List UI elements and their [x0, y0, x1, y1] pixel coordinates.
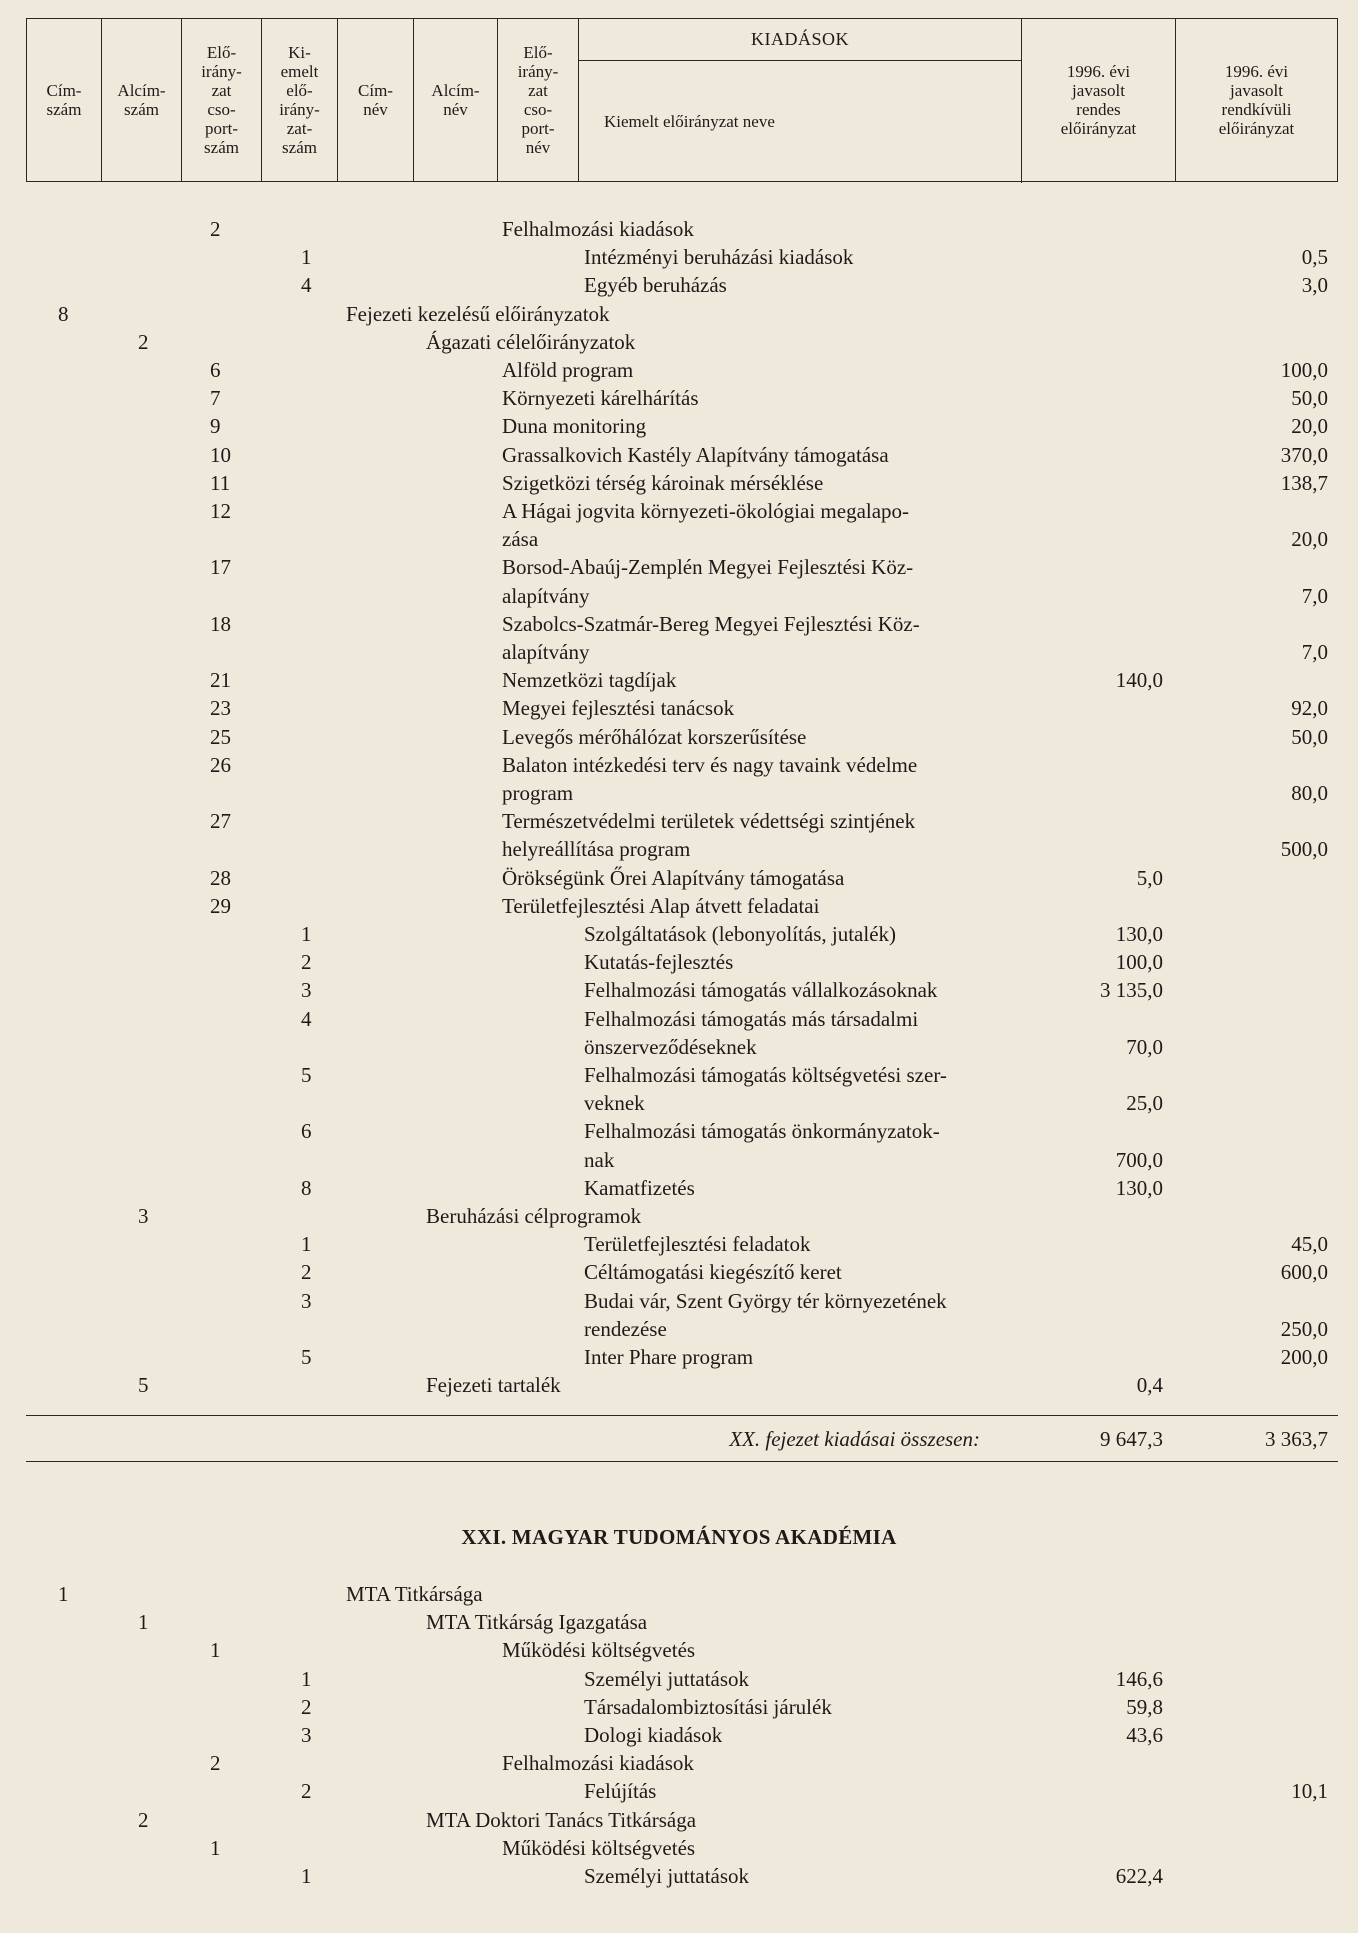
table-row	[0, 835, 1358, 863]
table-row	[0, 1061, 1358, 1089]
row-label: Inter Phare program	[584, 1345, 754, 1369]
table-row	[0, 582, 1358, 610]
row-label: A Hágai jogvita környezeti-ökológiai megalapo-	[502, 499, 910, 523]
row-label: nak	[584, 1147, 615, 1172]
row-label: Területfejlesztési feladatok	[584, 1232, 811, 1257]
rendkivuli-eloiranyzat: 20,0	[1291, 527, 1328, 552]
rendkivuli-eloiranyzat: 100,0	[1280, 358, 1328, 382]
row-label: Személyi juttatások	[584, 1864, 750, 1888]
table-row	[0, 412, 1358, 440]
alcim-szam: 1	[138, 1610, 149, 1635]
kiemelt-eloiranyzat-szam: 8	[301, 1175, 312, 1200]
alcim-szam: 5	[138, 1373, 149, 1398]
rendes-eloiranyzat: 70,0	[1126, 1034, 1163, 1059]
table-header	[26, 18, 1338, 182]
table-row	[0, 271, 1358, 299]
table-row	[0, 1608, 1358, 1636]
table-row	[0, 892, 1358, 920]
kiemelt-eloiranyzat-szam: 4	[301, 1006, 312, 1031]
alcim-szam: 2	[138, 329, 149, 354]
table-row	[0, 356, 1358, 384]
kiemelt-eloiranyzat-szam: 3	[301, 978, 312, 1003]
row-label: Működési költségvetés	[502, 1835, 696, 1860]
eloiranyzat-csoport-szam: 10	[210, 442, 231, 467]
kiemelt-eloiranyzat-szam: 6	[301, 1119, 312, 1144]
rendkivuli-eloiranyzat: 250,0	[1280, 1316, 1328, 1341]
table-row	[0, 1806, 1358, 1834]
row-label: Felhalmozási kiadások	[502, 217, 694, 241]
header-rendes-eloiranyzat: 1996. évi javasolt rendes előirányzat	[1022, 19, 1176, 181]
kiemelt-eloiranyzat-szam: 1	[301, 1666, 312, 1691]
kiemelt-eloiranyzat-szam: 3	[301, 1723, 312, 1747]
row-label: Működési költségvetés	[502, 1638, 696, 1663]
table-row	[0, 1343, 1358, 1371]
rendkivuli-eloiranyzat: 200,0	[1280, 1345, 1328, 1369]
header-kiemelt-eloiranyzat-szam: Ki- emelt elő- irány- zat- szám	[262, 19, 338, 181]
row-label: Felhalmozási támogatás vállalkozásoknak	[584, 978, 938, 1003]
table-row	[0, 1665, 1358, 1693]
row-label: Szigetközi térség károinak mérséklése	[502, 470, 824, 495]
rendes-eloiranyzat: 43,6	[1126, 1723, 1163, 1747]
table-row	[0, 779, 1358, 807]
row-label: helyreállítása program	[502, 837, 691, 862]
row-label: Kamatfizetés	[584, 1175, 695, 1200]
table-row	[0, 694, 1358, 722]
kiemelt-eloiranyzat-szam: 3	[301, 1288, 312, 1313]
rendkivuli-eloiranyzat: 600,0	[1280, 1260, 1328, 1285]
table-row	[0, 1230, 1358, 1258]
row-label: Szabolcs-Szatmár-Bereg Megyei Fejlesztési Köz-	[502, 611, 920, 636]
table-row	[0, 1089, 1358, 1117]
table-row	[0, 1862, 1358, 1890]
table-row	[0, 1005, 1358, 1033]
table-row	[0, 243, 1358, 271]
eloiranyzat-csoport-szam: 26	[210, 752, 231, 777]
rendes-eloiranyzat: 622,4	[1115, 1864, 1163, 1888]
row-label: Felhalmozási támogatás önkormányzatok-	[584, 1119, 940, 1144]
kiemelt-eloiranyzat-szam: 1	[301, 922, 312, 946]
eloiranyzat-csoport-szam: 23	[210, 696, 231, 721]
table-row	[0, 1721, 1358, 1749]
rendes-eloiranyzat: 130,0	[1115, 1175, 1163, 1200]
row-label: alapítvány	[502, 583, 590, 608]
total-rendes: 9 647,3	[1100, 1427, 1163, 1451]
table-row	[0, 948, 1358, 976]
table-row	[0, 1202, 1358, 1230]
table-row	[0, 1580, 1358, 1608]
eloiranyzat-csoport-szam: 1	[210, 1638, 221, 1663]
header-alcimszam: Alcím- szám	[102, 19, 182, 181]
kiemelt-eloiranyzat-szam: 5	[301, 1345, 312, 1369]
table-row	[0, 553, 1358, 581]
total-top-rule	[26, 1415, 1338, 1416]
header-kiemelt-eloiranyzat-neve: Kiemelt előirányzat neve	[579, 61, 1022, 183]
header-eloiranyzat-csoport-nev: Elő- irány- zat cso- port- név	[498, 19, 579, 181]
alcim-szam: 3	[138, 1204, 149, 1228]
rendkivuli-eloiranyzat: 20,0	[1291, 414, 1328, 439]
row-label: Társadalombiztosítási járulék	[584, 1694, 832, 1719]
rendkivuli-eloiranyzat: 0,5	[1301, 245, 1328, 270]
row-label: program	[502, 781, 574, 805]
header-alcimnev: Alcím- név	[414, 19, 498, 181]
row-label: Örökségünk Őrei Alapítvány támogatása	[502, 865, 845, 890]
row-label: Felhalmozási kiadások	[502, 1751, 694, 1776]
total-label: XX. fejezet kiadásai összesen:	[729, 1427, 980, 1451]
table-row	[0, 469, 1358, 497]
row-label: Megyei fejlesztési tanácsok	[502, 696, 735, 721]
rendkivuli-eloiranyzat: 80,0	[1291, 781, 1328, 805]
rendkivuli-eloiranyzat: 50,0	[1291, 386, 1328, 411]
row-label: Felújítás	[584, 1779, 657, 1804]
rendkivuli-eloiranyzat: 50,0	[1291, 724, 1328, 749]
row-label: Kutatás-fejlesztés	[584, 950, 734, 975]
row-label: Nemzetközi tagdíjak	[502, 668, 677, 693]
eloiranyzat-csoport-szam: 1	[210, 1835, 221, 1860]
table-row	[0, 1371, 1358, 1399]
row-label: Területfejlesztési Alap átvett feladatai	[502, 893, 820, 918]
row-label: Fejezeti kezelésű előirányzatok	[346, 301, 610, 326]
eloiranyzat-csoport-szam: 9	[210, 414, 221, 439]
eloiranyzat-csoport-szam: 18	[210, 611, 231, 636]
rendes-eloiranyzat: 59,8	[1126, 1694, 1163, 1719]
table-row	[0, 1834, 1358, 1862]
rendkivuli-eloiranyzat: 45,0	[1291, 1232, 1328, 1257]
kiemelt-eloiranyzat-szam: 1	[301, 245, 312, 270]
table-row	[0, 1287, 1358, 1315]
row-label: Grassalkovich Kastély Alapítvány támogatása	[502, 442, 889, 467]
kiemelt-eloiranyzat-szam: 2	[301, 1260, 312, 1285]
table-row	[0, 1258, 1358, 1286]
table-row	[0, 1033, 1358, 1061]
total-row	[0, 1424, 1358, 1454]
rendes-eloiranyzat: 25,0	[1126, 1091, 1163, 1116]
row-label: veknek	[584, 1091, 645, 1116]
kiemelt-eloiranyzat-szam: 4	[301, 273, 312, 298]
rendes-eloiranyzat: 146,6	[1115, 1666, 1163, 1691]
rendkivuli-eloiranyzat: 138,7	[1280, 470, 1328, 495]
table-row	[0, 638, 1358, 666]
table-row	[0, 1693, 1358, 1721]
row-label: MTA Titkársága	[346, 1582, 483, 1606]
kiemelt-eloiranyzat-szam: 2	[301, 1694, 312, 1719]
row-label: Levegős mérőhálózat korszerűsítése	[502, 724, 807, 749]
row-label: Szolgáltatások (lebonyolítás, jutalék)	[584, 922, 897, 946]
rendes-eloiranyzat: 5,0	[1136, 865, 1163, 890]
table-row	[0, 328, 1358, 356]
table-row	[0, 976, 1358, 1004]
row-label: Alföld program	[502, 358, 634, 382]
row-label: alapítvány	[502, 640, 590, 664]
table-row	[0, 610, 1358, 638]
row-label: Ágazati célelőirányzatok	[426, 329, 636, 354]
row-label: Balaton intézkedési terv és nagy tavaink védelme	[502, 752, 918, 777]
table-row	[0, 666, 1358, 694]
row-label: Dologi kiadások	[584, 1723, 723, 1747]
rendes-eloiranyzat: 100,0	[1115, 950, 1163, 975]
row-label: Személyi juttatások	[584, 1666, 750, 1691]
alcim-szam: 2	[138, 1807, 149, 1832]
table-row	[0, 1636, 1358, 1664]
cim-szam: 8	[58, 301, 69, 326]
row-label: Duna monitoring	[502, 414, 647, 439]
eloiranyzat-csoport-szam: 28	[210, 865, 231, 890]
row-label: Céltámogatási kiegészítő keret	[584, 1260, 842, 1285]
row-label: Környezeti kárelhárítás	[502, 386, 699, 411]
header-rendkivuli-eloiranyzat: 1996. évi javasolt rendkívüli előirányzat	[1218, 62, 1295, 138]
eloiranyzat-csoport-szam: 11	[210, 470, 231, 495]
table-row	[0, 1146, 1358, 1174]
section-title: XXI. MAGYAR TUDOMÁNYOS AKADÉMIA	[461, 1525, 897, 1549]
rendkivuli-eloiranyzat: 7,0	[1301, 640, 1328, 664]
table-row	[0, 723, 1358, 751]
row-label: Egyéb beruházás	[584, 273, 727, 298]
table-row	[0, 920, 1358, 948]
row-label: MTA Doktori Tanács Titkársága	[426, 1807, 697, 1832]
eloiranyzat-csoport-szam: 21	[210, 668, 231, 693]
eloiranyzat-csoport-szam: 25	[210, 724, 231, 749]
table-row	[0, 441, 1358, 469]
table-row	[0, 751, 1358, 779]
table-row	[0, 525, 1358, 553]
table-row	[0, 1315, 1358, 1343]
eloiranyzat-csoport-szam: 2	[210, 1751, 221, 1776]
eloiranyzat-csoport-szam: 17	[210, 555, 231, 580]
row-label: Budai vár, Szent György tér környezetének	[584, 1288, 947, 1313]
row-label: zása	[502, 527, 539, 552]
table-row	[0, 384, 1358, 412]
rendkivuli-eloiranyzat: 370,0	[1280, 442, 1328, 467]
table-row	[0, 864, 1358, 892]
rendes-eloiranyzat: 700,0	[1115, 1147, 1163, 1172]
row-label: Fejezeti tartalék	[426, 1373, 561, 1398]
eloiranyzat-csoport-szam: 7	[210, 386, 221, 411]
rendes-eloiranyzat: 0,4	[1136, 1373, 1163, 1398]
table-row	[0, 807, 1358, 835]
rendes-eloiranyzat: 3 135,0	[1100, 978, 1163, 1003]
table-row	[0, 497, 1358, 525]
header-cimnev: Cím- név	[338, 19, 414, 181]
table-row	[0, 1777, 1358, 1805]
row-label: Beruházási célprogramok	[426, 1204, 642, 1228]
row-label: rendezése	[584, 1316, 667, 1341]
table-row	[0, 215, 1358, 243]
row-label: Borsod-Abaúj-Zemplén Megyei Fejlesztési Köz-	[502, 555, 914, 580]
eloiranyzat-csoport-szam: 27	[210, 809, 231, 834]
header-kiadasok: KIADÁSOK	[579, 19, 1022, 61]
kiemelt-eloiranyzat-szam: 1	[301, 1864, 312, 1888]
rendkivuli-eloiranyzat: 10,1	[1291, 1779, 1328, 1804]
cim-szam: 1	[58, 1582, 69, 1606]
rendes-eloiranyzat: 140,0	[1115, 668, 1163, 693]
table-row	[0, 300, 1358, 328]
kiemelt-eloiranyzat-szam: 5	[301, 1063, 312, 1087]
rendkivuli-eloiranyzat: 3,0	[1301, 273, 1328, 298]
kiemelt-eloiranyzat-szam: 2	[301, 1779, 312, 1804]
header-eloiranyzat-csoport-szam: Elő- irány- zat cso- port- szám	[182, 19, 262, 181]
table-row	[0, 1174, 1358, 1202]
total-bottom-rule	[26, 1461, 1338, 1462]
rendkivuli-eloiranyzat: 7,0	[1301, 583, 1328, 608]
row-label: Természetvédelmi területek védettségi szintjének	[502, 809, 916, 834]
kiemelt-eloiranyzat-szam: 1	[301, 1232, 312, 1257]
eloiranyzat-csoport-szam: 6	[210, 358, 221, 382]
total-rendkivuli: 3 363,7	[1265, 1427, 1328, 1451]
table-row	[0, 1749, 1358, 1777]
row-label: Felhalmozási támogatás más társadalmi	[584, 1006, 919, 1031]
table-row	[0, 1117, 1358, 1145]
kiemelt-eloiranyzat-szam: 2	[301, 950, 312, 975]
rendkivuli-eloiranyzat: 500,0	[1280, 837, 1328, 862]
row-label: MTA Titkárság Igazgatása	[426, 1610, 648, 1635]
header-cimszam: Cím- szám	[27, 19, 102, 181]
row-label: Intézményi beruházási kiadások	[584, 245, 854, 270]
eloiranyzat-csoport-szam: 2	[210, 217, 221, 241]
rendkivuli-eloiranyzat: 92,0	[1291, 696, 1328, 721]
row-label: Felhalmozási támogatás költségvetési szer-	[584, 1063, 947, 1087]
eloiranyzat-csoport-szam: 29	[210, 893, 231, 918]
row-label: önszerveződéseknek	[584, 1034, 757, 1059]
eloiranyzat-csoport-szam: 12	[210, 499, 231, 523]
rendes-eloiranyzat: 130,0	[1115, 922, 1163, 946]
